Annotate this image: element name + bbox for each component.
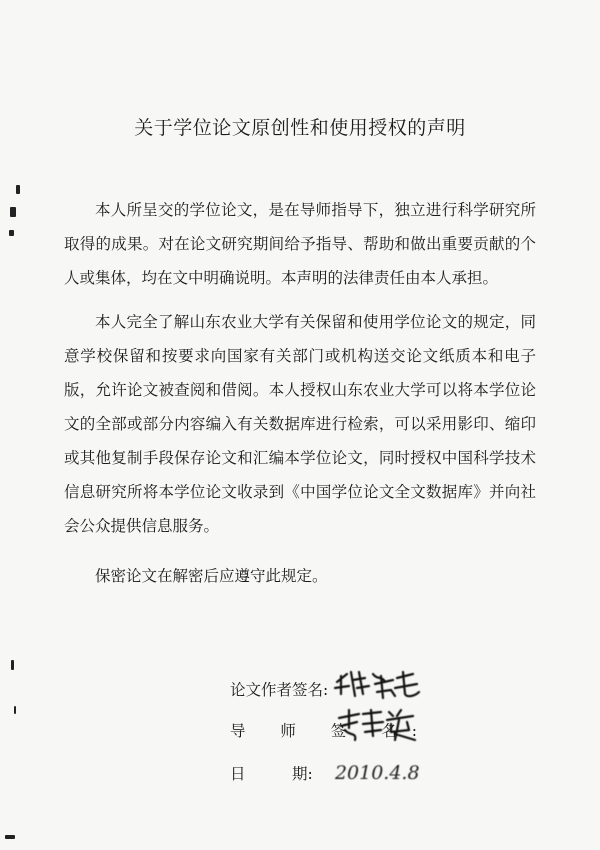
scan-speck — [9, 230, 14, 236]
date-row — [230, 762, 420, 784]
author-handwritten-signature — [333, 666, 423, 702]
advisor-signature-label: 导 师 签 名: — [230, 722, 433, 740]
author-signature-label: 论文作者签名: — [230, 681, 329, 699]
author-signature-row — [230, 678, 328, 700]
declaration-paragraph-originality: 本人所呈交的学位论文，是在导师指导下，独立进行科学研究所取得的成果。对在论文研究期间给予指导、帮助和做出重要贡献的个人或集体，均在文中明确说明。本声明的法律责任由本人承担。 — [64, 201, 536, 287]
declaration-paragraph-authorization: 本人完全了解山东农业大学有关保留和使用学位论文的规定，同意学校保留和按要求向国家有关部门或机构送交论文纸质本和电子版，允许论文被查阅和借阅。本人授权山东农业大学可以将本学位论文的全部或部分内容编入有关数据库进行检索，可以采用影印、缩印或其他复制手段保存论文和汇编本学位论文，同时授权中国科学技术信息研究所将本学位论文收录到《中国学位论文全文数据库》并向社会公众提供信息服务。 — [64, 313, 536, 535]
advisor-handwritten-signature — [335, 706, 421, 742]
declaration-paragraph-confidential: 保密论文在解密后应遵守此规定。 — [95, 567, 328, 585]
page-title: 关于学位论文原创性和使用授权的声明 — [134, 117, 466, 139]
scan-speck — [14, 706, 16, 714]
scan-speck — [11, 660, 14, 670]
scan-speck — [10, 207, 16, 217]
scan-speck — [5, 835, 15, 839]
date-label: 日 期: — [230, 765, 313, 783]
scan-speck — [16, 185, 20, 194]
handwritten-date: 2010.4.8 — [334, 762, 420, 784]
